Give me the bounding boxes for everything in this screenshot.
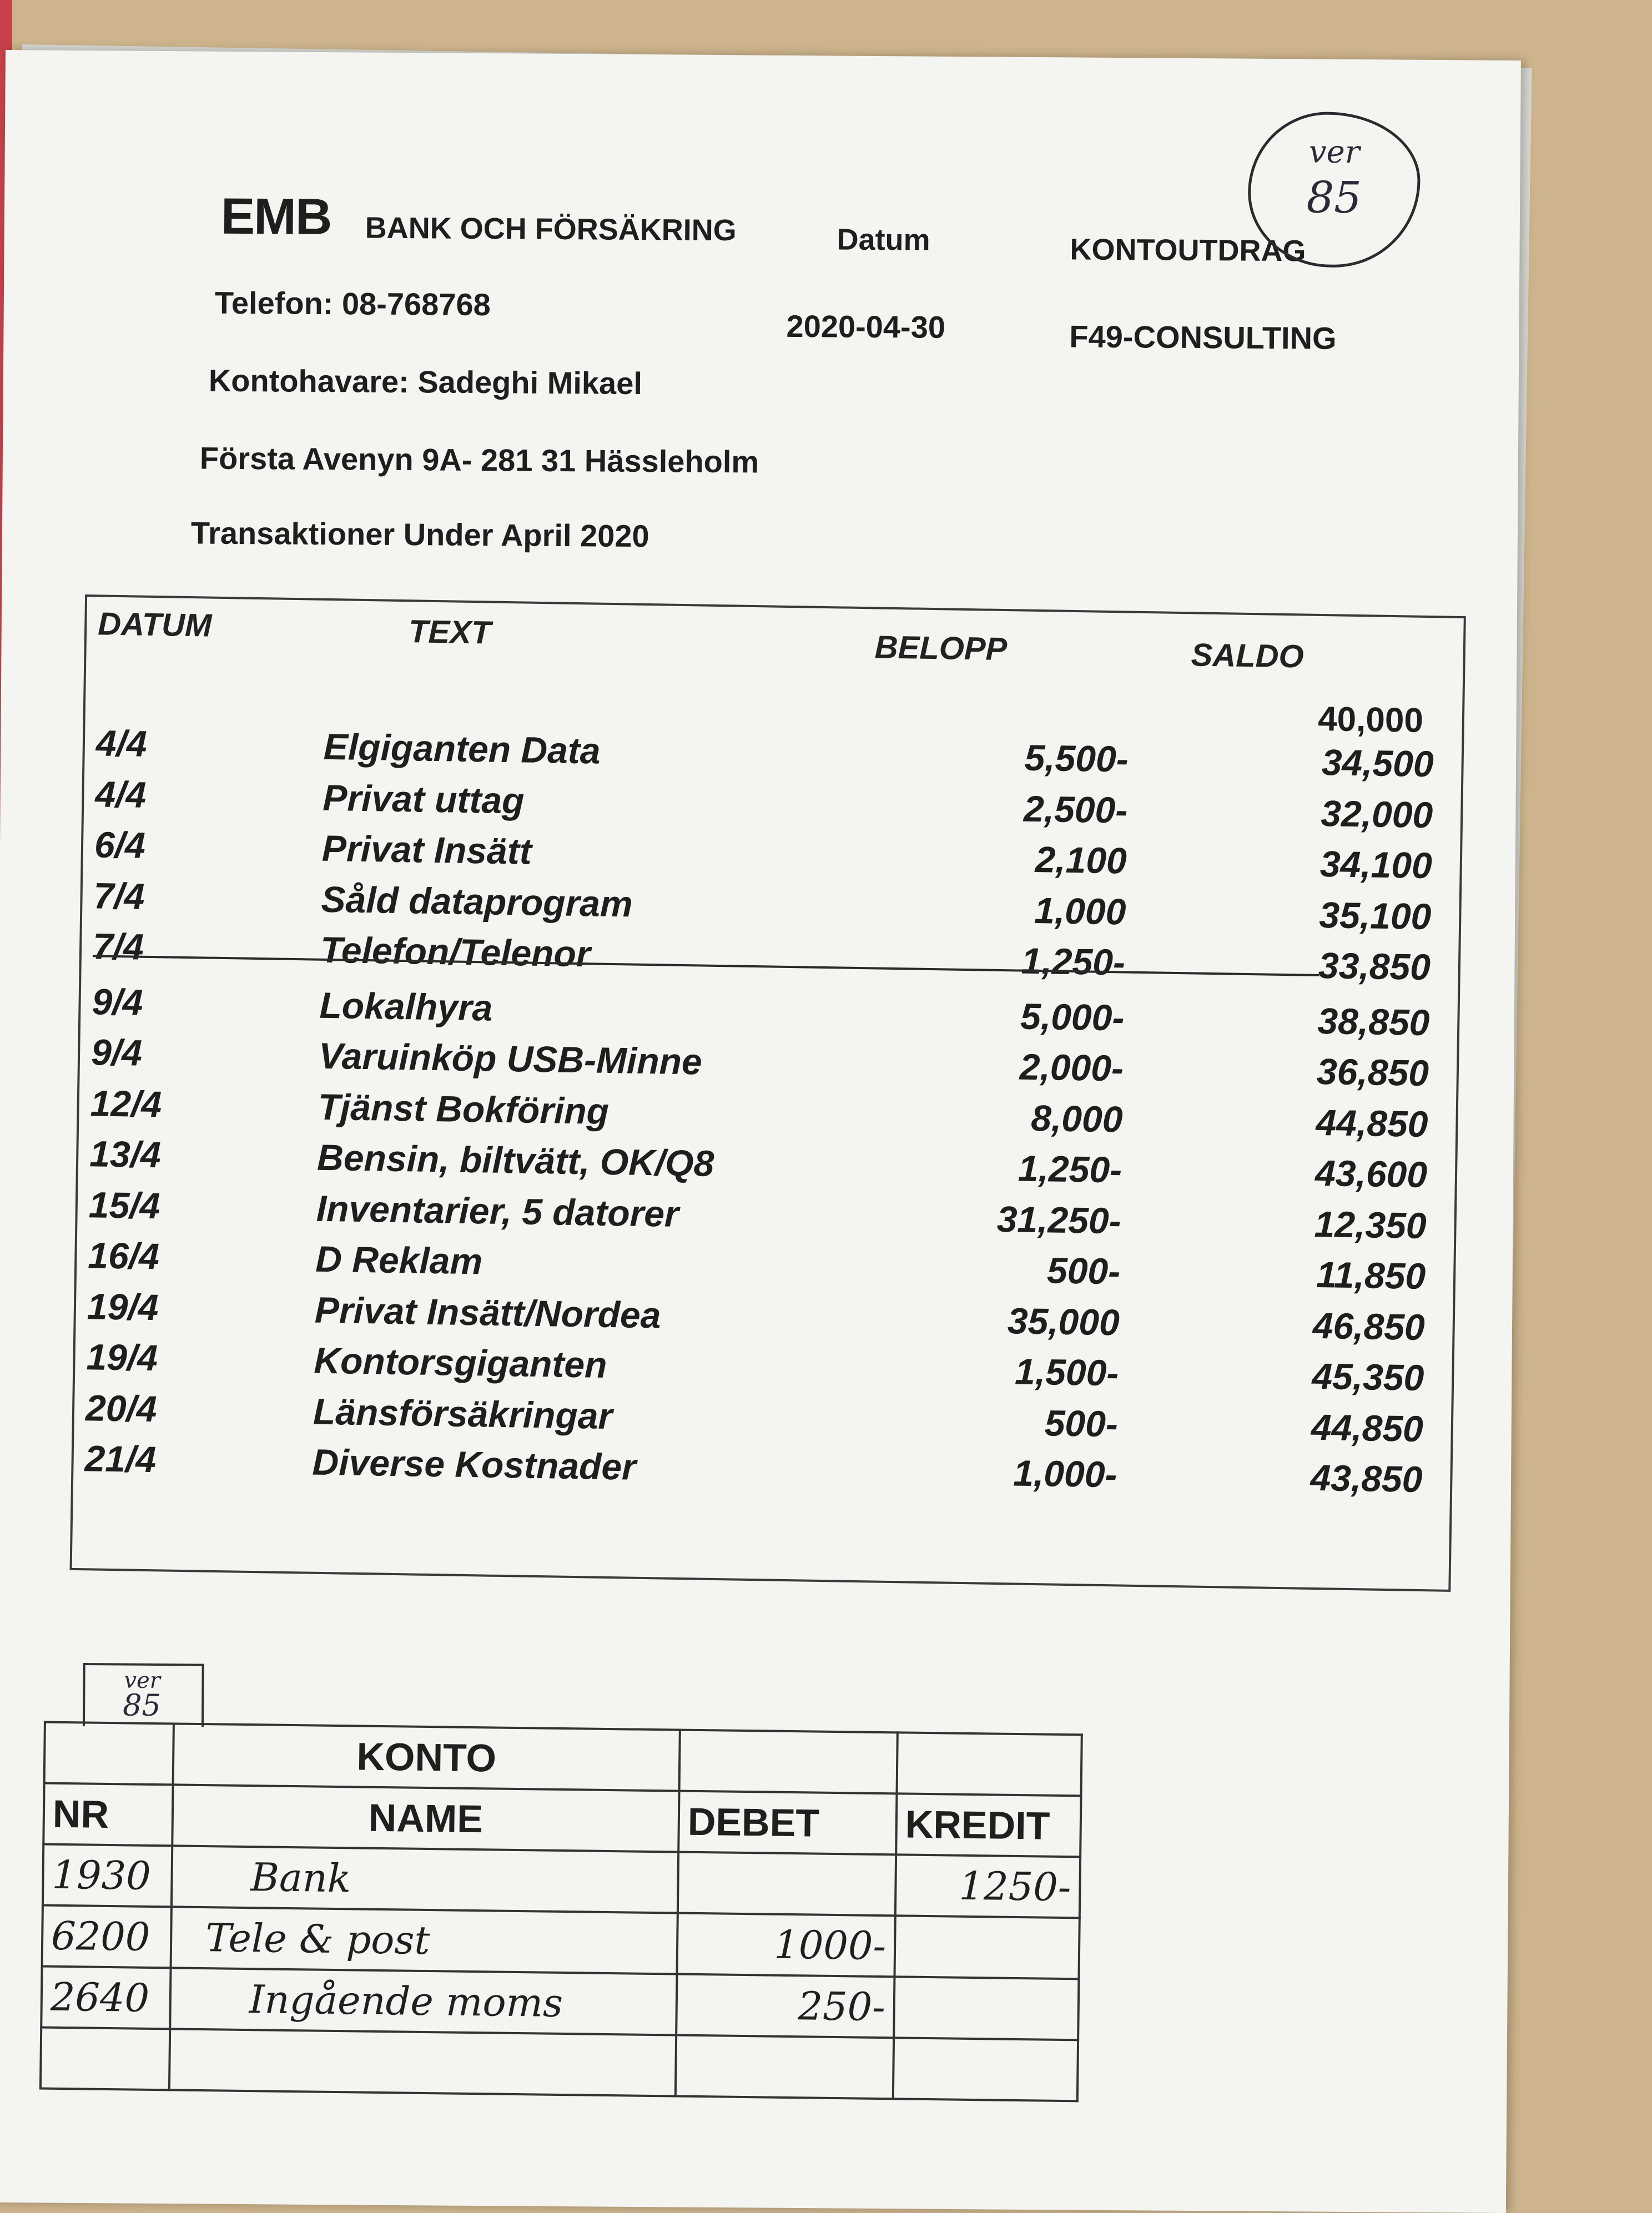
voucher-debet bbox=[676, 2035, 894, 2099]
voucher-account-name: Ingående moms bbox=[170, 1968, 677, 2035]
holder-address: Första Avenyn 9A- 281 31 Hässleholm bbox=[199, 440, 759, 480]
brand-subtitle: BANK OCH FÖRSÄKRING bbox=[365, 211, 737, 248]
transaction-amount: 35,000 bbox=[1007, 1299, 1120, 1343]
transaction-date: 13/4 bbox=[89, 1133, 162, 1176]
transaction-balance: 46,850 bbox=[1312, 1304, 1426, 1348]
voucher-blank-cell bbox=[679, 1730, 898, 1794]
company-name: F49-CONSULTING bbox=[1069, 319, 1337, 356]
transaction-amount: 500- bbox=[1044, 1402, 1119, 1444]
transaction-text: Kontorsgiganten bbox=[313, 1339, 608, 1385]
col-text: TEXT bbox=[408, 613, 491, 651]
transaction-balance: 36,850 bbox=[1316, 1050, 1429, 1094]
transaction-balance: 32,000 bbox=[1320, 792, 1433, 835]
transaction-balance: 44,850 bbox=[1311, 1406, 1424, 1449]
transaction-amount: 1,000- bbox=[1013, 1452, 1118, 1495]
document-type: KONTOUTDRAG bbox=[1070, 233, 1306, 268]
transaction-balance: 43,850 bbox=[1309, 1456, 1423, 1500]
voucher-kredit bbox=[894, 1977, 1079, 2040]
voucher-nr bbox=[41, 2028, 170, 2090]
voucher-nr: 2640 bbox=[41, 1967, 170, 2029]
voucher-account-name: Tele & post bbox=[171, 1907, 678, 1974]
transaction-amount: 1,250- bbox=[1018, 1147, 1122, 1191]
voucher-ver-number: 85 bbox=[122, 1687, 162, 1723]
statement-date: 2020-04-30 bbox=[786, 308, 946, 345]
voucher-debet bbox=[678, 1852, 896, 1916]
transaction-text: Varuinköp USB-Minne bbox=[318, 1035, 703, 1082]
transaction-text: Privat Insätt bbox=[321, 827, 532, 872]
voucher-account-name: Bank bbox=[172, 1846, 678, 1913]
date-label: Datum bbox=[837, 223, 930, 257]
transaction-date: 7/4 bbox=[92, 925, 144, 967]
transaction-text: Privat Insätt/Nordea bbox=[314, 1289, 662, 1335]
col-belopp: BELOPP bbox=[874, 629, 1008, 668]
transaction-balance: 34,100 bbox=[1319, 843, 1433, 886]
transaction-amount: 5,500- bbox=[1024, 737, 1129, 780]
phone-number: Telefon: 08-768768 bbox=[214, 285, 491, 322]
transaction-text: Elgiganten Data bbox=[323, 725, 601, 772]
voucher-kredit: 1250- bbox=[895, 1854, 1080, 1918]
transaction-balance: 33,850 bbox=[1318, 945, 1431, 988]
transaction-amount: 2,100 bbox=[1035, 838, 1127, 881]
col-saldo: SALDO bbox=[1191, 637, 1305, 675]
transaction-balance: 44,850 bbox=[1316, 1101, 1429, 1145]
voucher-debet: 250- bbox=[676, 1974, 894, 2038]
transaction-date: 4/4 bbox=[94, 773, 147, 815]
transaction-balance: 38,850 bbox=[1317, 1000, 1430, 1043]
transaction-balance: 34,500 bbox=[1321, 742, 1434, 785]
transaction-amount: 5,000- bbox=[1020, 995, 1125, 1039]
opening-balance: 40,000 bbox=[1317, 699, 1424, 740]
transaction-date: 15/4 bbox=[88, 1183, 160, 1226]
transaction-date: 19/4 bbox=[86, 1336, 158, 1379]
transaction-balance: 43,600 bbox=[1314, 1152, 1428, 1196]
voucher-blank-cell bbox=[897, 1732, 1082, 1796]
voucher-account-name bbox=[169, 2029, 676, 2096]
transaction-text: Bensin, biltvätt, OK/Q8 bbox=[316, 1136, 714, 1184]
transaction-text: Lokalhyra bbox=[319, 984, 493, 1029]
voucher-nr: 6200 bbox=[42, 1906, 172, 1968]
transaction-date: 6/4 bbox=[94, 824, 146, 866]
konto-header: KONTO bbox=[173, 1723, 680, 1791]
voucher-ver-label: ver bbox=[124, 1667, 161, 1694]
transaction-text: Diverse Kostnader bbox=[312, 1441, 637, 1488]
transaction-text: Såld dataprogram bbox=[321, 878, 633, 925]
verification-stamp bbox=[1247, 112, 1421, 268]
transaction-amount: 500- bbox=[1046, 1249, 1121, 1292]
transactions-table bbox=[70, 594, 1466, 1592]
transaction-date: 21/4 bbox=[84, 1438, 157, 1480]
transaction-date: 9/4 bbox=[90, 1031, 143, 1073]
transaction-date: 20/4 bbox=[85, 1387, 158, 1429]
col-datum: DATUM bbox=[97, 606, 212, 644]
transaction-text: Telefon/Telenor bbox=[320, 929, 591, 975]
debet-header: DEBET bbox=[678, 1791, 896, 1855]
transaction-date: 12/4 bbox=[90, 1082, 162, 1125]
transaction-balance: 45,350 bbox=[1311, 1355, 1424, 1399]
voucher-kredit bbox=[894, 1915, 1079, 1979]
voucher-nr: 1930 bbox=[43, 1844, 172, 1907]
nr-header: NR bbox=[43, 1783, 173, 1846]
transaction-balance: 11,850 bbox=[1316, 1254, 1426, 1297]
statement-period: Transaktioner Under April 2020 bbox=[190, 515, 649, 554]
transaction-text: Privat uttag bbox=[322, 777, 525, 821]
ver-number: 85 bbox=[1306, 173, 1362, 224]
transaction-amount: 31,250- bbox=[996, 1198, 1122, 1241]
transaction-date: 16/4 bbox=[87, 1234, 160, 1277]
bank-statement-page bbox=[0, 50, 1521, 2213]
transaction-text: D Reklam bbox=[315, 1238, 483, 1282]
transaction-balance: 12,350 bbox=[1314, 1203, 1427, 1246]
kredit-header: KREDIT bbox=[896, 1793, 1081, 1857]
voucher-table bbox=[39, 1721, 1083, 2103]
transaction-text: Inventarier, 5 datorer bbox=[316, 1187, 679, 1234]
voucher-kredit bbox=[893, 2038, 1078, 2101]
transaction-amount: 1,500- bbox=[1014, 1350, 1119, 1394]
voucher-debet: 1000- bbox=[677, 1913, 895, 1977]
transaction-amount: 1,250- bbox=[1021, 940, 1126, 983]
transaction-date: 4/4 bbox=[95, 722, 148, 764]
brand-name: EMB bbox=[220, 188, 331, 246]
transaction-date: 9/4 bbox=[92, 980, 143, 1023]
transaction-date: 7/4 bbox=[93, 874, 145, 917]
transaction-balance: 35,100 bbox=[1318, 894, 1432, 937]
transaction-amount: 1,000 bbox=[1034, 889, 1126, 932]
ver-label: ver bbox=[1308, 134, 1360, 171]
transaction-amount: 2,000- bbox=[1019, 1046, 1124, 1089]
transaction-date: 19/4 bbox=[87, 1285, 159, 1328]
account-holder: Kontohavare: Sadeghi Mikael bbox=[208, 362, 643, 401]
voucher-blank-cell bbox=[44, 1722, 174, 1785]
voucher-ver-tab bbox=[83, 1663, 204, 1727]
transaction-text: Tjänst Bokföring bbox=[318, 1086, 610, 1132]
transaction-amount: 2,500- bbox=[1023, 788, 1128, 831]
transaction-text: Länsförsäkringar bbox=[313, 1390, 613, 1436]
transaction-amount: 8,000 bbox=[1030, 1097, 1124, 1140]
name-header: NAME bbox=[172, 1784, 679, 1852]
